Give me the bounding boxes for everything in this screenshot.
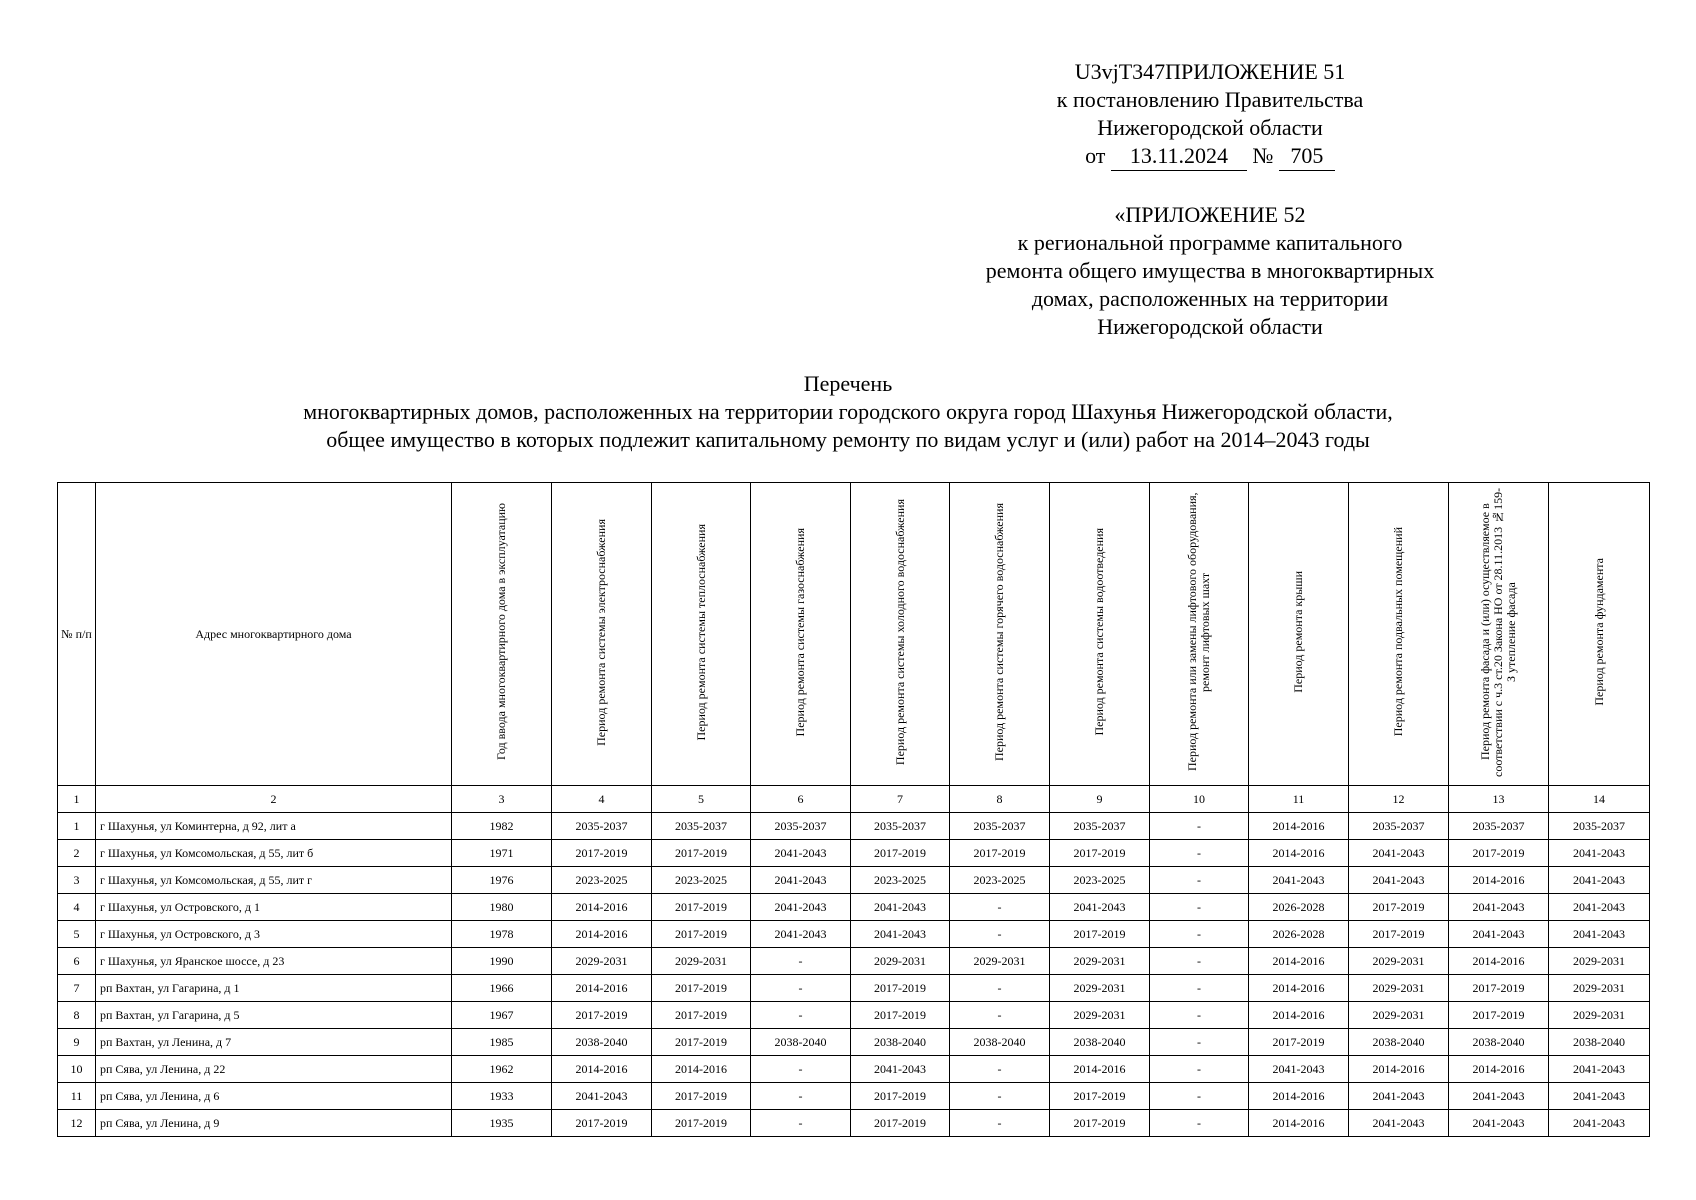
table-cell: 2017-2019 <box>652 921 751 948</box>
column-number-cell: 3 <box>452 786 552 813</box>
table-cell: 2029-2031 <box>552 948 652 975</box>
column-header-label: Период ремонта фасада и (или) осуществляемое в соответствии с ч.3 ст.20 Закона НО от 28.11.2013 №159-З утепление фасада <box>1478 487 1518 777</box>
table-cell: 2017-2019 <box>1050 1110 1150 1137</box>
table-cell: 2041-2043 <box>1449 894 1549 921</box>
table-cell: 2029-2031 <box>1349 948 1449 975</box>
table-cell: - <box>1150 840 1249 867</box>
row-number-cell: 12 <box>58 1110 96 1137</box>
decree-number: 705 <box>1279 142 1335 171</box>
address-cell: г Шахунья, ул Островского, д 1 <box>96 894 452 921</box>
table-cell: 2014-2016 <box>1249 948 1349 975</box>
table-cell: 2029-2031 <box>652 948 751 975</box>
table-cell: - <box>950 1002 1050 1029</box>
table-cell: 2014-2016 <box>552 975 652 1002</box>
column-number-cell: 13 <box>1449 786 1549 813</box>
table-cell: 2038-2040 <box>851 1029 950 1056</box>
table-cell: 2029-2031 <box>1549 948 1650 975</box>
row-number-cell: 3 <box>58 867 96 894</box>
table-cell: 2041-2043 <box>1549 921 1650 948</box>
table-cell: 2041-2043 <box>1549 1083 1650 1110</box>
table-cell: 2017-2019 <box>1449 1002 1549 1029</box>
table-cell: - <box>1150 1002 1249 1029</box>
table-cell: 2041-2043 <box>1449 1083 1549 1110</box>
table-cell: 1990 <box>452 948 552 975</box>
column-header-label: Период ремонта подвальных помещений <box>1391 527 1405 737</box>
table-row <box>58 840 1650 867</box>
column-number-cell: 4 <box>552 786 652 813</box>
column-number-cell: 12 <box>1349 786 1449 813</box>
table-row <box>58 1110 1650 1137</box>
document-title <box>0 370 1696 454</box>
table-cell: 2035-2037 <box>552 813 652 840</box>
column-number-cell: 7 <box>851 786 950 813</box>
table-cell: 2041-2043 <box>751 840 851 867</box>
table-cell: 1962 <box>452 1056 552 1083</box>
row-number-cell: 11 <box>58 1083 96 1110</box>
table-cell: 2041-2043 <box>851 1056 950 1083</box>
table-cell: 2029-2031 <box>1050 948 1150 975</box>
table-row <box>58 867 1650 894</box>
column-header-label: Период ремонта крыши <box>1291 571 1305 693</box>
table-cell: 2017-2019 <box>851 975 950 1002</box>
table-cell: 2017-2019 <box>1449 975 1549 1002</box>
table-cell: 2041-2043 <box>751 894 851 921</box>
table-cell: 2014-2016 <box>1249 1083 1349 1110</box>
column-header-2 <box>96 483 452 786</box>
table-cell: - <box>1150 975 1249 1002</box>
table-cell: 2029-2031 <box>1549 1002 1650 1029</box>
table-cell: 2017-2019 <box>851 840 950 867</box>
table-cell: - <box>1150 1083 1249 1110</box>
table-cell: 2014-2016 <box>1449 867 1549 894</box>
table-cell: 2041-2043 <box>1549 894 1650 921</box>
column-header-label: № п/п <box>61 626 92 641</box>
row-number-cell: 9 <box>58 1029 96 1056</box>
address-cell: г Шахунья, ул Островского, д 3 <box>96 921 452 948</box>
column-header-label: Период ремонта системы теплоснабжения <box>693 523 708 741</box>
table-cell: 2014-2016 <box>1249 840 1349 867</box>
column-number-row <box>58 786 1650 813</box>
table-cell: 1971 <box>452 840 552 867</box>
table-row <box>58 1029 1650 1056</box>
table-cell: 2041-2043 <box>1349 867 1449 894</box>
table-cell: 2014-2016 <box>1449 1056 1549 1083</box>
table-cell: 2035-2037 <box>1449 813 1549 840</box>
row-number-cell: 10 <box>58 1056 96 1083</box>
table-cell: 2038-2040 <box>1449 1029 1549 1056</box>
table-row <box>58 1002 1650 1029</box>
table-cell: 2023-2025 <box>851 867 950 894</box>
table-cell: 2041-2043 <box>1549 1056 1650 1083</box>
column-header-label: Период ремонта системы электроснабжения <box>594 518 608 746</box>
address-cell: г Шахунья, ул Коминтерна, д 92, лит а <box>96 813 452 840</box>
column-number-cell: 9 <box>1050 786 1150 813</box>
column-header-label: Период ремонта системы холодного водоснабжения <box>892 498 907 766</box>
table-cell: 2017-2019 <box>652 1002 751 1029</box>
table-cell: 2017-2019 <box>552 840 652 867</box>
table-cell: - <box>1150 1029 1249 1056</box>
column-number-cell: 14 <box>1549 786 1650 813</box>
address-cell: рп Вахтан, ул Гагарина, д 5 <box>96 1002 452 1029</box>
table-cell: 2014-2016 <box>1249 1110 1349 1137</box>
table-cell: 2035-2037 <box>851 813 950 840</box>
table-cell: - <box>950 975 1050 1002</box>
sub-appendix-title: «ПРИЛОЖЕНИЕ 52 <box>1114 202 1306 227</box>
appendix-date-line <box>940 142 1480 171</box>
row-number-cell: 4 <box>58 894 96 921</box>
table-row <box>58 1056 1650 1083</box>
column-header-3 <box>452 483 552 786</box>
table-cell: - <box>950 921 1050 948</box>
table-cell: - <box>751 948 851 975</box>
table-cell: - <box>751 975 851 1002</box>
table-cell: 2023-2025 <box>1050 867 1150 894</box>
table-cell: 2014-2016 <box>1249 975 1349 1002</box>
table-cell: 2035-2037 <box>950 813 1050 840</box>
table-cell: 2017-2019 <box>1050 840 1150 867</box>
table-cell: 2014-2016 <box>1349 1056 1449 1083</box>
table-cell: 1985 <box>452 1029 552 1056</box>
table-cell: 2017-2019 <box>1050 1083 1150 1110</box>
table-cell: - <box>1150 921 1249 948</box>
column-header-11 <box>1249 483 1349 786</box>
table-cell: 2017-2019 <box>851 1083 950 1110</box>
row-number-cell: 1 <box>58 813 96 840</box>
address-cell: рп Сява, ул Ленина, д 9 <box>96 1110 452 1137</box>
column-number-cell: 5 <box>652 786 751 813</box>
address-cell: рп Сява, ул Ленина, д 6 <box>96 1083 452 1110</box>
table-cell: 2017-2019 <box>1249 1029 1349 1056</box>
table-cell: 2017-2019 <box>552 1110 652 1137</box>
row-number-cell: 6 <box>58 948 96 975</box>
table-row <box>58 948 1650 975</box>
houses-table-wrapper <box>57 482 1649 1137</box>
appendix-title: U3vjT347ПРИЛОЖЕНИЕ 51 <box>1074 59 1346 84</box>
table-cell: 2041-2043 <box>1449 1110 1549 1137</box>
table-cell: 2029-2031 <box>1349 975 1449 1002</box>
column-header-1 <box>58 483 96 786</box>
column-header-5 <box>652 483 751 786</box>
address-cell: рп Вахтан, ул Гагарина, д 1 <box>96 975 452 1002</box>
table-cell: 2041-2043 <box>1549 1110 1650 1137</box>
table-cell: 2017-2019 <box>1349 894 1449 921</box>
table-cell: 2029-2031 <box>1549 975 1650 1002</box>
address-cell: рп Сява, ул Ленина, д 22 <box>96 1056 452 1083</box>
table-cell: 2035-2037 <box>652 813 751 840</box>
row-number-cell: 5 <box>58 921 96 948</box>
table-cell: 2014-2016 <box>1050 1056 1150 1083</box>
table-cell: 2041-2043 <box>1349 1083 1449 1110</box>
table-cell: 2041-2043 <box>1549 840 1650 867</box>
table-cell: 2035-2037 <box>1349 813 1449 840</box>
column-header-label: Адрес многоквартирного дома <box>195 626 352 641</box>
column-header-9 <box>1050 483 1150 786</box>
appendix-line-3: Нижегородской области <box>1097 115 1323 140</box>
table-cell: 2017-2019 <box>652 1029 751 1056</box>
table-cell: - <box>751 1056 851 1083</box>
table-cell: 2014-2016 <box>552 921 652 948</box>
table-cell: 2017-2019 <box>652 894 751 921</box>
table-cell: 2035-2037 <box>751 813 851 840</box>
sub-appendix-line-2: к региональной программе капитального <box>1017 230 1403 255</box>
table-cell: 2023-2025 <box>950 867 1050 894</box>
address-cell: г Шахунья, ул Комсомольская, д 55, лит б <box>96 840 452 867</box>
table-cell: 2041-2043 <box>1349 1110 1449 1137</box>
table-cell: 2041-2043 <box>851 921 950 948</box>
table-cell: 2041-2043 <box>1249 867 1349 894</box>
table-row <box>58 1083 1650 1110</box>
column-number-cell: 6 <box>751 786 851 813</box>
table-cell: 2038-2040 <box>1549 1029 1650 1056</box>
table-cell: - <box>950 1056 1050 1083</box>
table-cell: 2041-2043 <box>751 867 851 894</box>
column-header-label: Период ремонта системы газоснабжения <box>793 527 807 737</box>
sub-appendix-line-4: домах, расположенных на территории <box>1031 286 1389 311</box>
table-cell: - <box>1150 1110 1249 1137</box>
table-cell: - <box>1150 1056 1249 1083</box>
table-cell: - <box>1150 894 1249 921</box>
table-cell: 2017-2019 <box>652 975 751 1002</box>
table-cell: 2038-2040 <box>1349 1029 1449 1056</box>
table-cell: 2014-2016 <box>1249 813 1349 840</box>
table-cell: 2017-2019 <box>1349 921 1449 948</box>
column-header-13 <box>1449 483 1549 786</box>
table-cell: 2026-2028 <box>1249 921 1349 948</box>
table-row <box>58 813 1650 840</box>
title-line-1: Перечень <box>803 371 893 396</box>
appendix-line-2: к постановлению Правительства <box>1056 87 1364 112</box>
table-cell: 2017-2019 <box>552 1002 652 1029</box>
table-body <box>58 813 1650 1137</box>
table-cell: 2029-2031 <box>1050 975 1150 1002</box>
table-cell: 2026-2028 <box>1249 894 1349 921</box>
table-cell: 2041-2043 <box>1349 840 1449 867</box>
column-header-label: Период ремонта системы горячего водоснабжения <box>992 502 1006 761</box>
column-header-8 <box>950 483 1050 786</box>
table-cell: 2014-2016 <box>1449 948 1549 975</box>
column-header-10 <box>1150 483 1249 786</box>
row-number-cell: 8 <box>58 1002 96 1029</box>
table-cell: 2038-2040 <box>552 1029 652 1056</box>
table-cell: 2023-2025 <box>652 867 751 894</box>
table-cell: 1935 <box>452 1110 552 1137</box>
column-header-6 <box>751 483 851 786</box>
from-label: от <box>1085 143 1106 168</box>
column-number-cell: 1 <box>58 786 96 813</box>
table-cell: 2017-2019 <box>652 1083 751 1110</box>
table-cell: - <box>1150 813 1249 840</box>
title-line-2: многоквартирных домов, расположенных на территории городского округа город Шахунья Нижегородской области, <box>303 399 1393 424</box>
column-header-4 <box>552 483 652 786</box>
table-cell: - <box>950 894 1050 921</box>
column-header-label: Год ввода многоквартирного дома в эксплуатацию <box>494 503 508 761</box>
table-cell: 2017-2019 <box>1050 921 1150 948</box>
table-cell: - <box>950 1110 1050 1137</box>
table-cell: - <box>1150 948 1249 975</box>
table-cell: 2041-2043 <box>1249 1056 1349 1083</box>
sub-appendix-line-3: ремонта общего имущества в многоквартирных <box>985 258 1435 283</box>
table-cell: 2014-2016 <box>1249 1002 1349 1029</box>
table-cell: 1980 <box>452 894 552 921</box>
column-number-cell: 10 <box>1150 786 1249 813</box>
table-cell: 2029-2031 <box>1050 1002 1150 1029</box>
appendix-header <box>940 58 1480 341</box>
title-line-3: общее имущество в которых подлежит капитальному ремонту по видам услуг и (или) работ на 2014–2043 годы <box>326 427 1370 452</box>
table-cell: 1966 <box>452 975 552 1002</box>
number-label: № <box>1252 143 1274 168</box>
column-header-label: Период ремонта или замены лифтового оборудования, ремонт лифтовых шахт <box>1185 492 1212 772</box>
table-cell: 1978 <box>452 921 552 948</box>
table-cell: 1976 <box>452 867 552 894</box>
table-cell: 2041-2043 <box>851 894 950 921</box>
table-cell: 1967 <box>452 1002 552 1029</box>
column-number-cell: 8 <box>950 786 1050 813</box>
table-cell: 2035-2037 <box>1549 813 1650 840</box>
table-row <box>58 894 1650 921</box>
table-cell: 2017-2019 <box>950 840 1050 867</box>
table-cell: - <box>751 1083 851 1110</box>
column-number-cell: 11 <box>1249 786 1349 813</box>
sub-appendix-line-5: Нижегородской области <box>1097 314 1323 339</box>
table-header-row <box>58 483 1650 786</box>
column-number-cell: 2 <box>96 786 452 813</box>
table-cell: 2035-2037 <box>1050 813 1150 840</box>
decree-date: 13.11.2024 <box>1111 142 1247 171</box>
table-cell: 2029-2031 <box>1349 1002 1449 1029</box>
table-cell: 2038-2040 <box>1050 1029 1150 1056</box>
table-cell: 1933 <box>452 1083 552 1110</box>
row-number-cell: 7 <box>58 975 96 1002</box>
table-row <box>58 975 1650 1002</box>
column-header-7 <box>851 483 950 786</box>
table-cell: 2017-2019 <box>851 1002 950 1029</box>
table-cell: 2029-2031 <box>950 948 1050 975</box>
address-cell: рп Вахтан, ул Ленина, д 7 <box>96 1029 452 1056</box>
table-row <box>58 921 1650 948</box>
column-header-12 <box>1349 483 1449 786</box>
table-cell: - <box>1150 867 1249 894</box>
table-cell: - <box>751 1002 851 1029</box>
table-cell: 2017-2019 <box>851 1110 950 1137</box>
table-cell: 2041-2043 <box>552 1083 652 1110</box>
table-cell: 2014-2016 <box>552 1056 652 1083</box>
table-cell: 2017-2019 <box>652 840 751 867</box>
table-cell: 2029-2031 <box>851 948 950 975</box>
address-cell: г Шахунья, ул Комсомольская, д 55, лит г <box>96 867 452 894</box>
table-cell: 2041-2043 <box>1449 921 1549 948</box>
table-cell: - <box>751 1110 851 1137</box>
table-cell: 1982 <box>452 813 552 840</box>
table-cell: 2041-2043 <box>751 921 851 948</box>
column-header-14 <box>1549 483 1650 786</box>
column-header-label: Период ремонта фундамента <box>1591 558 1606 706</box>
table-cell: 2014-2016 <box>552 894 652 921</box>
table-cell: 2017-2019 <box>1449 840 1549 867</box>
table-cell: 2038-2040 <box>950 1029 1050 1056</box>
houses-table <box>57 482 1650 1137</box>
table-cell: 2041-2043 <box>1549 867 1650 894</box>
table-cell: - <box>950 1083 1050 1110</box>
row-number-cell: 2 <box>58 840 96 867</box>
table-cell: 2017-2019 <box>652 1110 751 1137</box>
table-cell: 2041-2043 <box>1050 894 1150 921</box>
table-cell: 2023-2025 <box>552 867 652 894</box>
address-cell: г Шахунья, ул Яранское шоссе, д 23 <box>96 948 452 975</box>
table-cell: 2014-2016 <box>652 1056 751 1083</box>
column-header-label: Период ремонта системы водоотведения <box>1092 528 1106 736</box>
table-cell: 2038-2040 <box>751 1029 851 1056</box>
